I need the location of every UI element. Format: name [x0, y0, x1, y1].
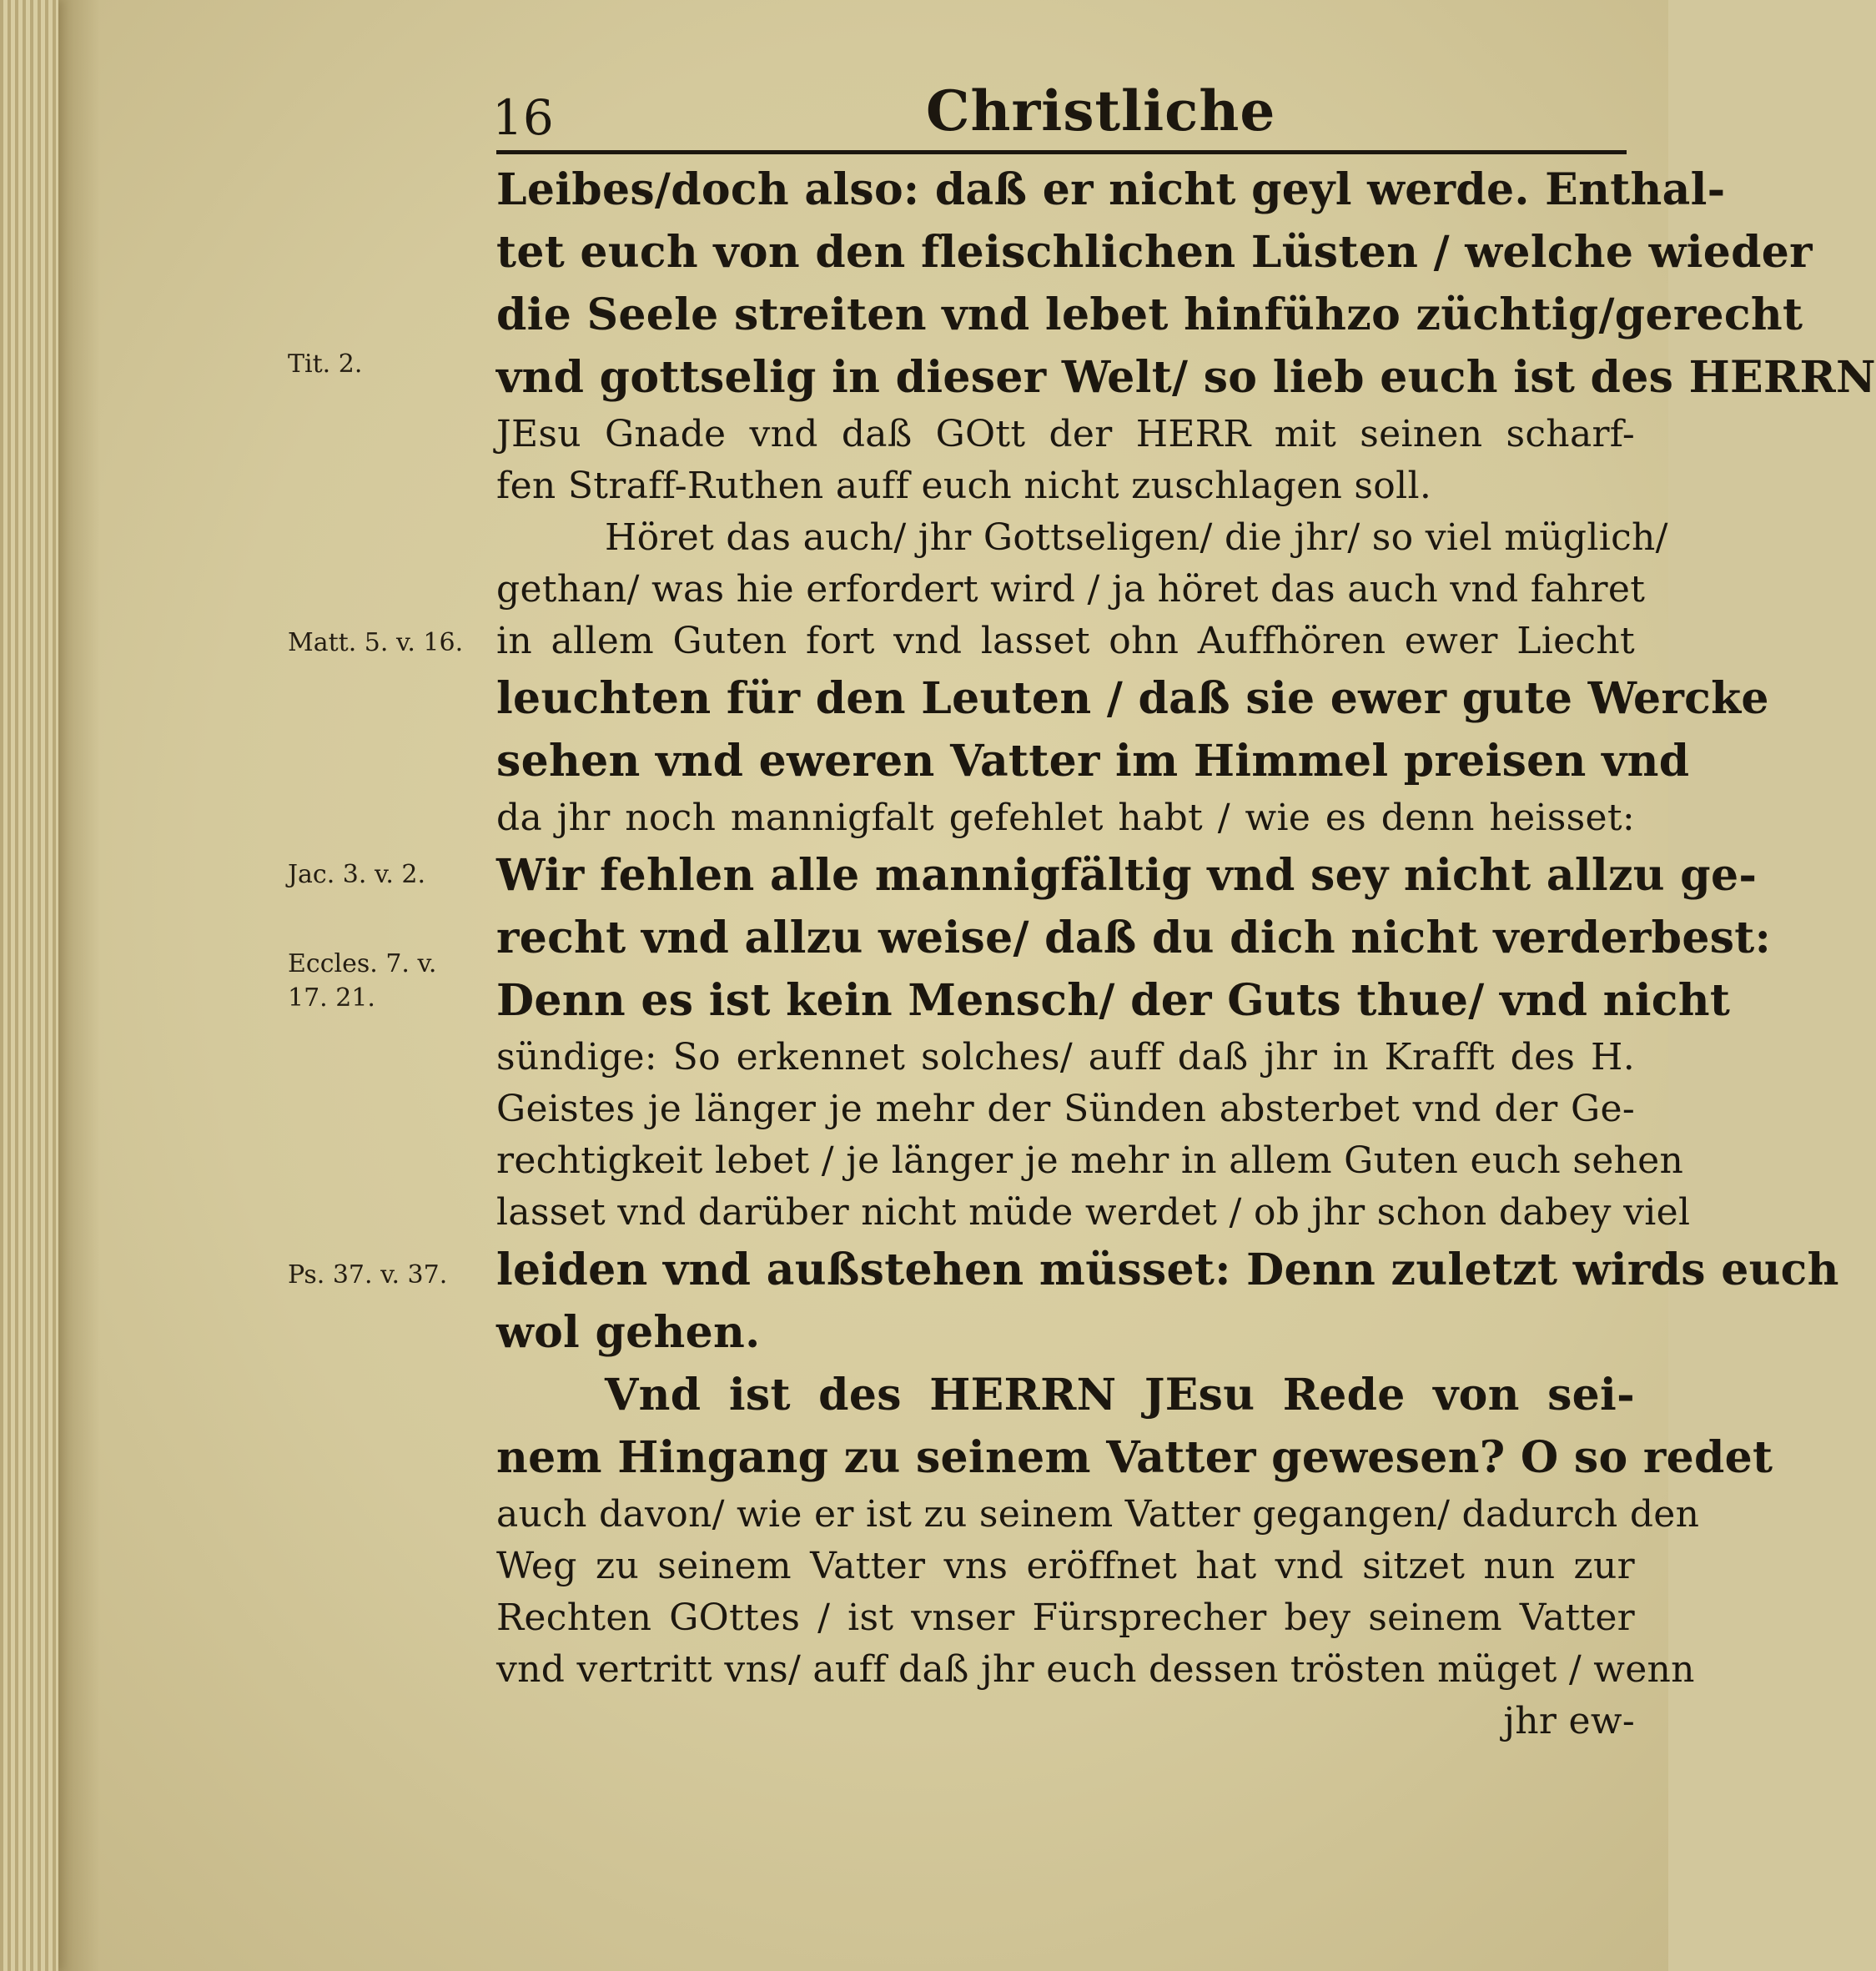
text-line: da jhr noch mannigfalt gefehlet habt / wie es denn heisset:: [496, 797, 1635, 839]
text-line: fen Straff-Ruthen auff euch nicht zuschlagen soll.: [496, 465, 1432, 507]
text-line: leiden vnd außstehen müsset: Denn zuletzt wirds euch: [496, 1244, 1839, 1295]
text-line: tet euch von den fleischlichen Lüsten / welche wieder: [496, 227, 1813, 278]
margin-note-tit: Tit. 2.: [288, 349, 363, 379]
book-gutter: [58, 0, 100, 1971]
text-line: Rechten GOttes / ist vnser Fürsprecher bey seinem Vatter: [496, 1596, 1635, 1639]
text-line: rechtigkeit lebet / je länger je mehr in allem Guten euch sehen: [496, 1139, 1684, 1182]
text-line: Vnd ist des HERRN JEsu Rede von sei-: [605, 1370, 1635, 1420]
text-line: Weg zu seinem Vatter vns eröffnet hat vnd sitzet nun zur: [496, 1545, 1635, 1587]
body-text: [496, 158, 1876, 1747]
text-line: sehen vnd eweren Vatter im Himmel preisen vnd: [496, 736, 1690, 787]
page-edges: [0, 0, 58, 1971]
margin-note-matt: Matt. 5. v. 16.: [288, 628, 464, 657]
text-line: lasset vnd darüber nicht müde werdet / ob jhr schon dabey viel: [496, 1191, 1691, 1234]
text-line: vnd gottselig in dieser Welt/ so lieb euch ist des HERRN: [496, 352, 1876, 403]
text-line: JEsu Gnade vnd daß GOtt der HERR mit seinen scharf-: [496, 413, 1635, 455]
margin-note-eccles-verses: 17. 21.: [288, 983, 375, 1013]
text-line: leuchten für den Leuten / daß sie ewer gute Wercke: [496, 673, 1769, 724]
text-line: Höret das auch/ jhr Gottseligen/ die jhr/ so viel müglich/: [605, 516, 1668, 559]
margin-note-ps: Ps. 37. v. 37.: [288, 1260, 448, 1290]
text-line: recht vnd allzu weise/ daß du dich nicht verderbest:: [496, 913, 1772, 963]
header-rule: [496, 150, 1627, 154]
text-line: Denn es ist kein Mensch/ der Guts thue/ vnd nicht: [496, 975, 1731, 1026]
margin-note-eccles: Eccles. 7. v.: [288, 949, 437, 978]
text-line: wol gehen.: [496, 1307, 761, 1358]
text-line: in allem Guten fort vnd lasset ohn Auffhören ewer Liecht: [496, 620, 1635, 662]
text-line: nem Hingang zu seinem Vatter gewesen? O so redet: [496, 1432, 1773, 1483]
page-number: 16: [492, 89, 554, 146]
text-line: sündige: So erkennet solches/ auff daß jhr in Krafft des H.: [496, 1036, 1635, 1079]
catchword: jhr ew-: [1503, 1700, 1635, 1742]
text-line: die Seele streiten vnd lebet hinfühzo züchtig/gerecht: [496, 289, 1803, 340]
running-head: Christliche: [926, 78, 1276, 143]
text-line: gethan/ was hie erfordert wird / ja höret das auch vnd fahret: [496, 568, 1646, 611]
text-line: Leibes/doch also: daß er nicht geyl werde. Enthal-: [496, 164, 1726, 215]
text-line: vnd vertritt vns/ auff daß jhr euch dessen trösten müget / wenn: [496, 1648, 1695, 1691]
text-line: Wir fehlen alle mannigfältig vnd sey nicht allzu ge-: [496, 850, 1758, 901]
text-line: auch davon/ wie er ist zu seinem Vatter gegangen/ dadurch den: [496, 1493, 1700, 1536]
margin-note-jac: Jac. 3. v. 2.: [288, 860, 426, 889]
text-line: Geistes je länger je mehr der Sünden absterbet vnd der Ge-: [496, 1088, 1635, 1130]
